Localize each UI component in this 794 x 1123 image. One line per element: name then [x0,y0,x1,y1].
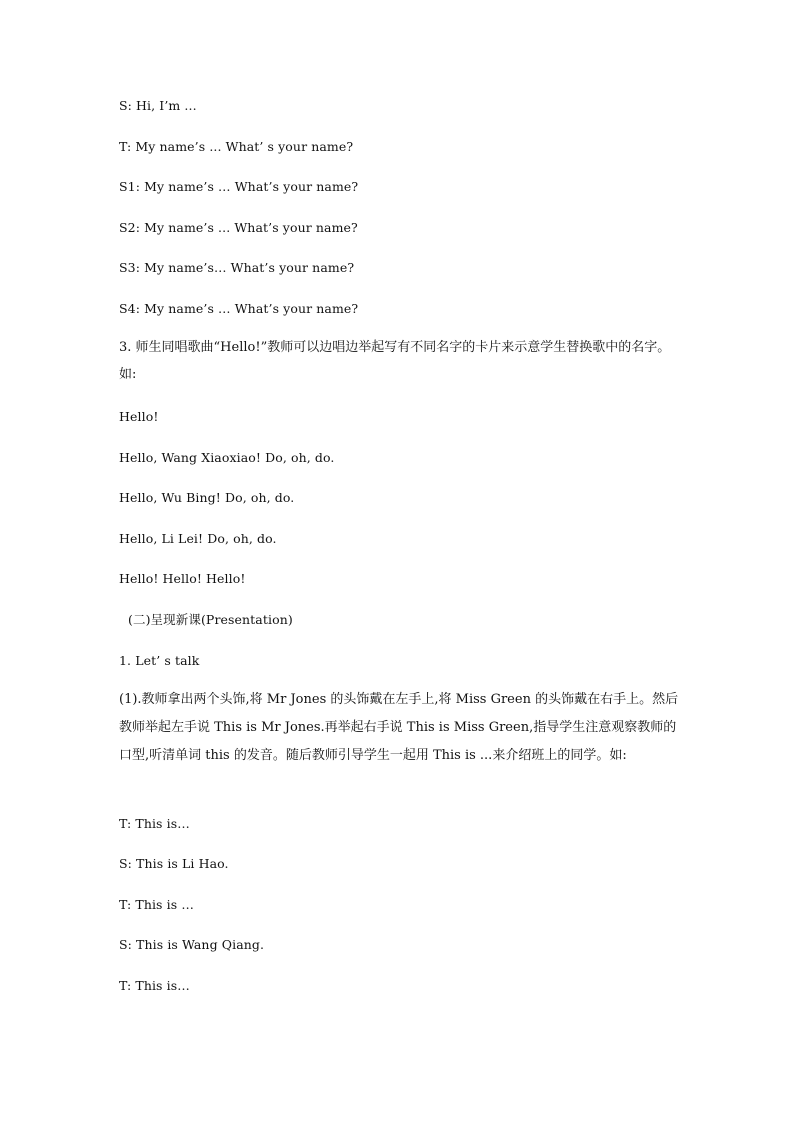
example-line-student-2: S: This is Wang Qiang. [119,937,265,952]
example-line-teacher-1: T: This is… [119,816,190,831]
song-line-wu-bing: Hello, Wu Bing! Do, oh, do. [119,490,295,505]
example-line-teacher-3: T: This is… [119,978,190,993]
song-instruction-paragraph: 3. 师生同唱歌曲“Hello!”教师可以边唱边举起写有不同名字的卡片来示意学生替换歌中的名字。如: [119,340,671,382]
dialogue-line-student-hi: S: Hi, I’m ... [119,98,197,113]
dialogue-line-teacher: T: My name’s ... What’ s your name? [119,139,354,154]
dialogue-line-s4: S4: My name’s … What’s your name? [119,301,359,316]
talk-instruction-paragraph: (1).教师拿出两个头饰,将 Mr Jones 的头饰戴在左手上,将 Miss Green 的头饰戴在右手上。然后教师举起左手说 This is Mr Jones.再举起右手说 This is Miss Green,指导学生注意观察教师的口型,听清单词 this 的发音。随后教师引导学生一起用 This is ...来介绍班上的同学。如: [119,692,679,763]
example-line-teacher-2: T: This is … [119,897,194,912]
dialogue-line-s3: S3: My name’s… What’s your name? [119,260,355,275]
song-line-hello: Hello! [119,409,159,424]
song-line-wang-xiaoxiao: Hello, Wang Xiaoxiao! Do, oh, do. [119,450,335,465]
dialogue-line-s2: S2: My name’s ... What’s your name? [119,220,358,235]
example-line-student-1: S: This is Li Hao. [119,856,229,871]
song-line-li-lei: Hello, Li Lei! Do, oh, do. [119,531,277,546]
song-line-hello-repeat: Hello! Hello! Hello! [119,571,246,586]
section-heading-presentation: (二)呈现新课(Presentation) [128,612,293,627]
dialogue-line-s1: S1: My name’s … What’s your name? [119,179,359,194]
subheading-lets-talk: 1. Let’ s talk [119,653,200,668]
